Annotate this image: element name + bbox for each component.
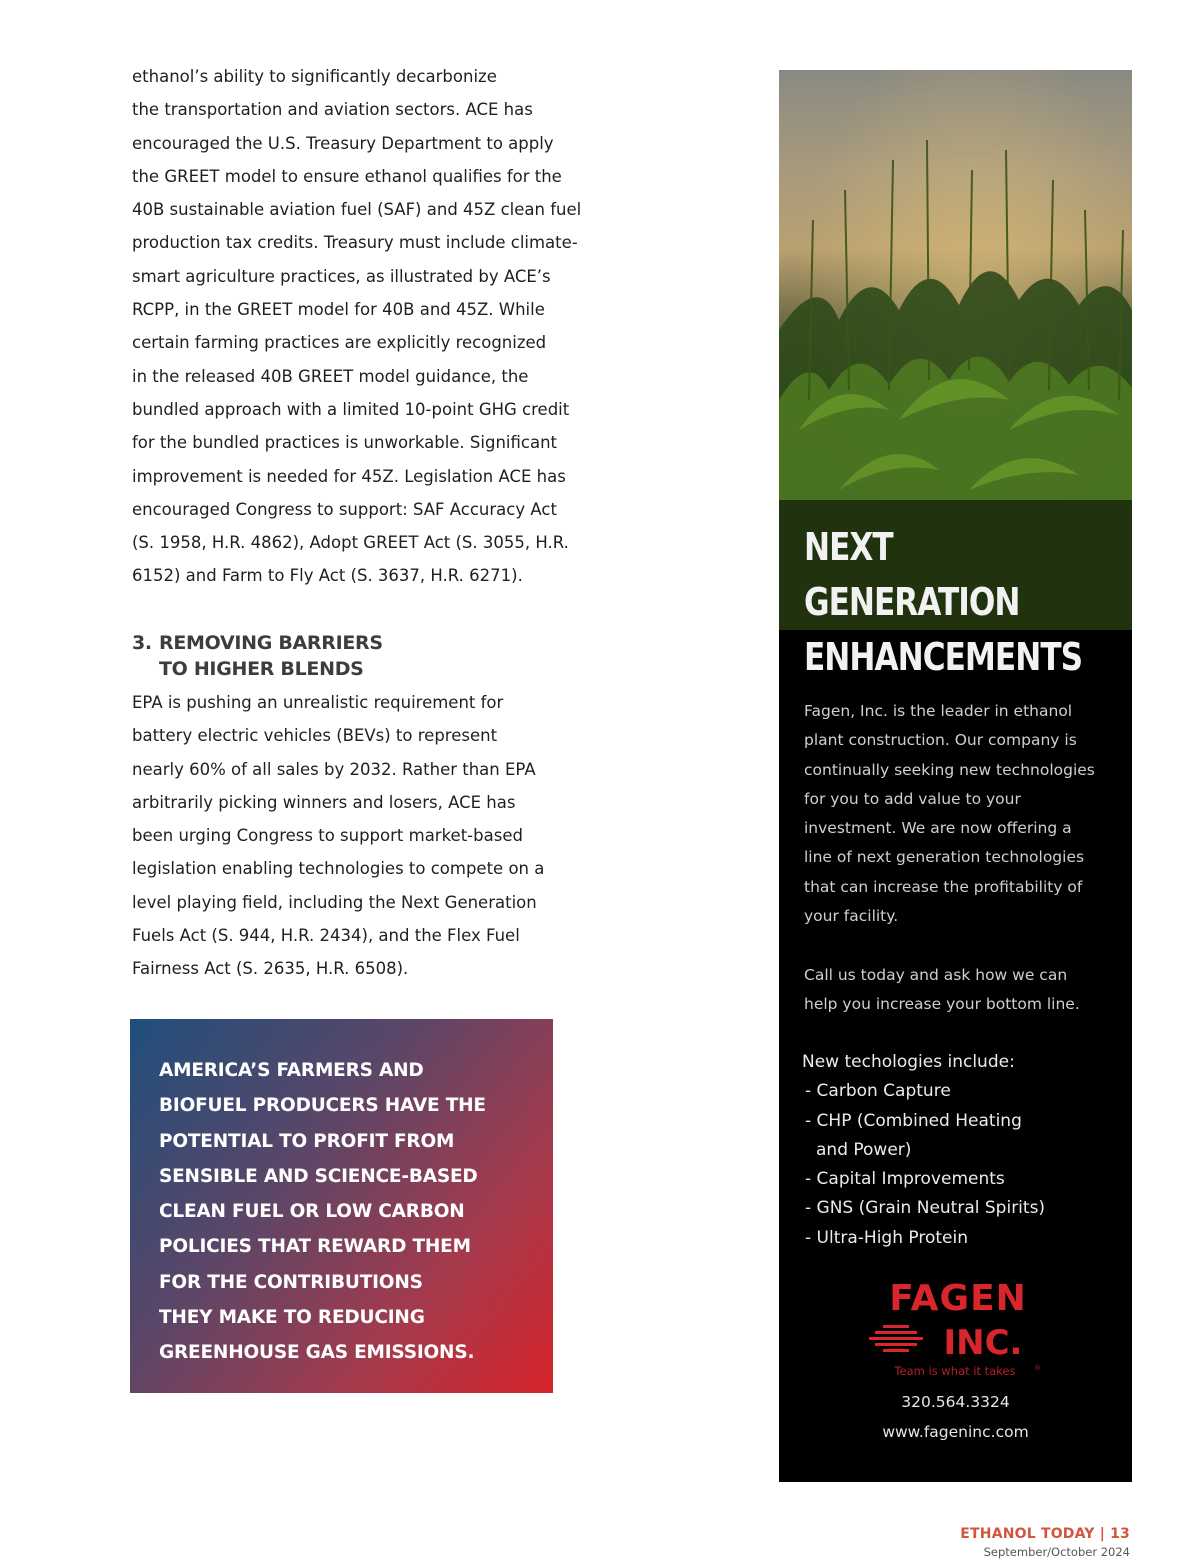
pull-quote-line: SENSIBLE AND SCIENCE-BASED <box>159 1165 478 1187</box>
ad-headline-line: GENERATION <box>804 580 1020 624</box>
article-line: (S. 1958, H.R. 4862), Adopt GREET Act (S. 3055, H.R. <box>132 533 569 553</box>
ad-headline-line: NEXT <box>804 525 893 569</box>
logo-tagline: Team is what it takes <box>894 1364 1016 1378</box>
logo-word-fagen: FAGEN <box>889 1278 1027 1319</box>
article-line: ethanol’s ability to significantly decarbonize <box>132 67 497 86</box>
logo-word-inc: INC. <box>943 1323 1023 1363</box>
issue-date: September/October 2024 <box>983 1545 1130 1559</box>
list-item: - Ultra-High Protein <box>805 1227 968 1248</box>
article-line: bundled approach with a limited 10-point GHG credit <box>132 399 570 419</box>
ad-website-link[interactable]: www.fageninc.com <box>882 1423 1029 1441</box>
pull-quote-line: AMERICA’S FARMERS AND <box>159 1060 424 1081</box>
article-line: the GREET model to ensure ethanol qualifies for the <box>132 166 562 186</box>
article-line: nearly 60% of all sales by 2032. Rather than EPA <box>132 759 536 779</box>
ad-description <box>804 697 1124 931</box>
article-line: Fuels Act (S. 944, H.R. 2434), and the Flex Fuel <box>132 926 520 946</box>
pull-quote-line: POLICIES THAT REWARD THEM <box>159 1236 471 1258</box>
section-number: 3. <box>132 632 152 654</box>
magazine-folio: ETHANOL TODAY | 13 <box>960 1526 1130 1542</box>
pull-quote-line: THEY MAKE TO REDUCING <box>159 1307 425 1329</box>
ad-line: Call us today and ask how we can <box>804 966 1068 984</box>
pull-quote-box <box>130 1019 553 1393</box>
article-intro <box>132 60 582 593</box>
article-line: certain farming practices are explicitly recognized <box>132 333 547 353</box>
ad-line: plant construction. Our company is <box>804 731 1077 750</box>
article-line: production tax credits. Treasury must include climate- <box>132 233 578 253</box>
section-heading <box>132 630 383 682</box>
article-line: EPA is pushing an unrealistic requirement for <box>132 693 504 712</box>
list-item: - GNS (Grain Neutral Spirits) <box>805 1198 1046 1219</box>
article-line: 40B sustainable aviation fuel (SAF) and 45Z clean fuel <box>132 200 582 220</box>
article-line: legislation enabling technologies to compete on a <box>132 859 545 879</box>
article-line: encouraged Congress to support: SAF Accuracy Act <box>132 499 557 519</box>
article-line: RCPP, in the GREET model for 40B and 45Z. While <box>132 300 545 320</box>
logo-registered-mark: ® <box>1034 1364 1041 1372</box>
fagen-logo <box>863 1276 1053 1386</box>
article-line: for the bundled practices is unworkable. Significant <box>132 433 557 453</box>
pull-quote-line: FOR THE CONTRIBUTIONS <box>159 1271 423 1293</box>
article-line: Fairness Act (S. 2635, H.R. 6508). <box>132 959 409 979</box>
logo-diamond-icon <box>869 1325 923 1352</box>
ad-line: for you to add value to your <box>804 789 1021 808</box>
article-line: been urging Congress to support market-based <box>132 826 523 846</box>
ad-line: line of next generation technologies <box>804 848 1085 867</box>
section-body <box>132 686 572 986</box>
pull-quote-line: CLEAN FUEL OR LOW CARBON <box>159 1201 465 1223</box>
article-line: 6152) and Farm to Fly Act (S. 3637, H.R. 6271). <box>132 566 523 586</box>
pull-quote-line: POTENTIAL TO PROFIT FROM <box>159 1130 455 1152</box>
list-item: and Power) <box>816 1139 912 1160</box>
article-line: arbitrarily picking winners and losers, ACE has <box>132 792 516 812</box>
list-item: - Capital Improvements <box>805 1169 1005 1190</box>
ad-line: Fagen, Inc. is the leader in ethanol <box>804 702 1073 720</box>
article-line: level playing field, including the Next Generation <box>132 892 537 912</box>
list-item: - CHP (Combined Heating <box>805 1110 1022 1131</box>
article-line: battery electric vehicles (BEVs) to represent <box>132 726 498 746</box>
section-heading-line1: REMOVING BARRIERS <box>159 632 383 654</box>
ad-line: your facility. <box>804 907 899 926</box>
ad-line: investment. We are now offering a <box>804 819 1072 838</box>
article-line: smart agriculture practices, as illustrated by ACE’s <box>132 266 551 286</box>
pull-quote-line: GREENHOUSE GAS EMISSIONS. <box>159 1342 475 1364</box>
ad-headline-line: ENHANCEMENTS <box>804 635 1083 679</box>
ad-call-to-action <box>804 961 1124 1020</box>
pull-quote-line: BIOFUEL PRODUCERS HAVE THE <box>159 1095 486 1117</box>
article-line: the transportation and aviation sectors. ACE has <box>132 100 533 120</box>
section-heading-line2: TO HIGHER BLENDS <box>159 658 364 680</box>
article-line: improvement is needed for 45Z. Legislation ACE has <box>132 466 566 486</box>
list-item: - Carbon Capture <box>805 1081 951 1102</box>
technology-list-title: New techologies include: <box>802 1052 1015 1072</box>
article-line: encouraged the U.S. Treasury Department to apply <box>132 133 554 153</box>
pull-quote-text <box>159 1053 539 1371</box>
ad-line: help you increase your bottom line. <box>804 995 1080 1014</box>
fagen-advertisement[interactable] <box>779 70 1132 1482</box>
ad-headline <box>804 520 1082 685</box>
article-line: in the released 40B GREET model guidance, the <box>132 366 529 386</box>
ad-phone-number[interactable]: 320.564.3324 <box>901 1393 1010 1411</box>
technology-list <box>802 1048 1122 1253</box>
ad-line: that can increase the profitability of <box>804 877 1083 896</box>
ad-line: continually seeking new technologies <box>804 760 1095 779</box>
